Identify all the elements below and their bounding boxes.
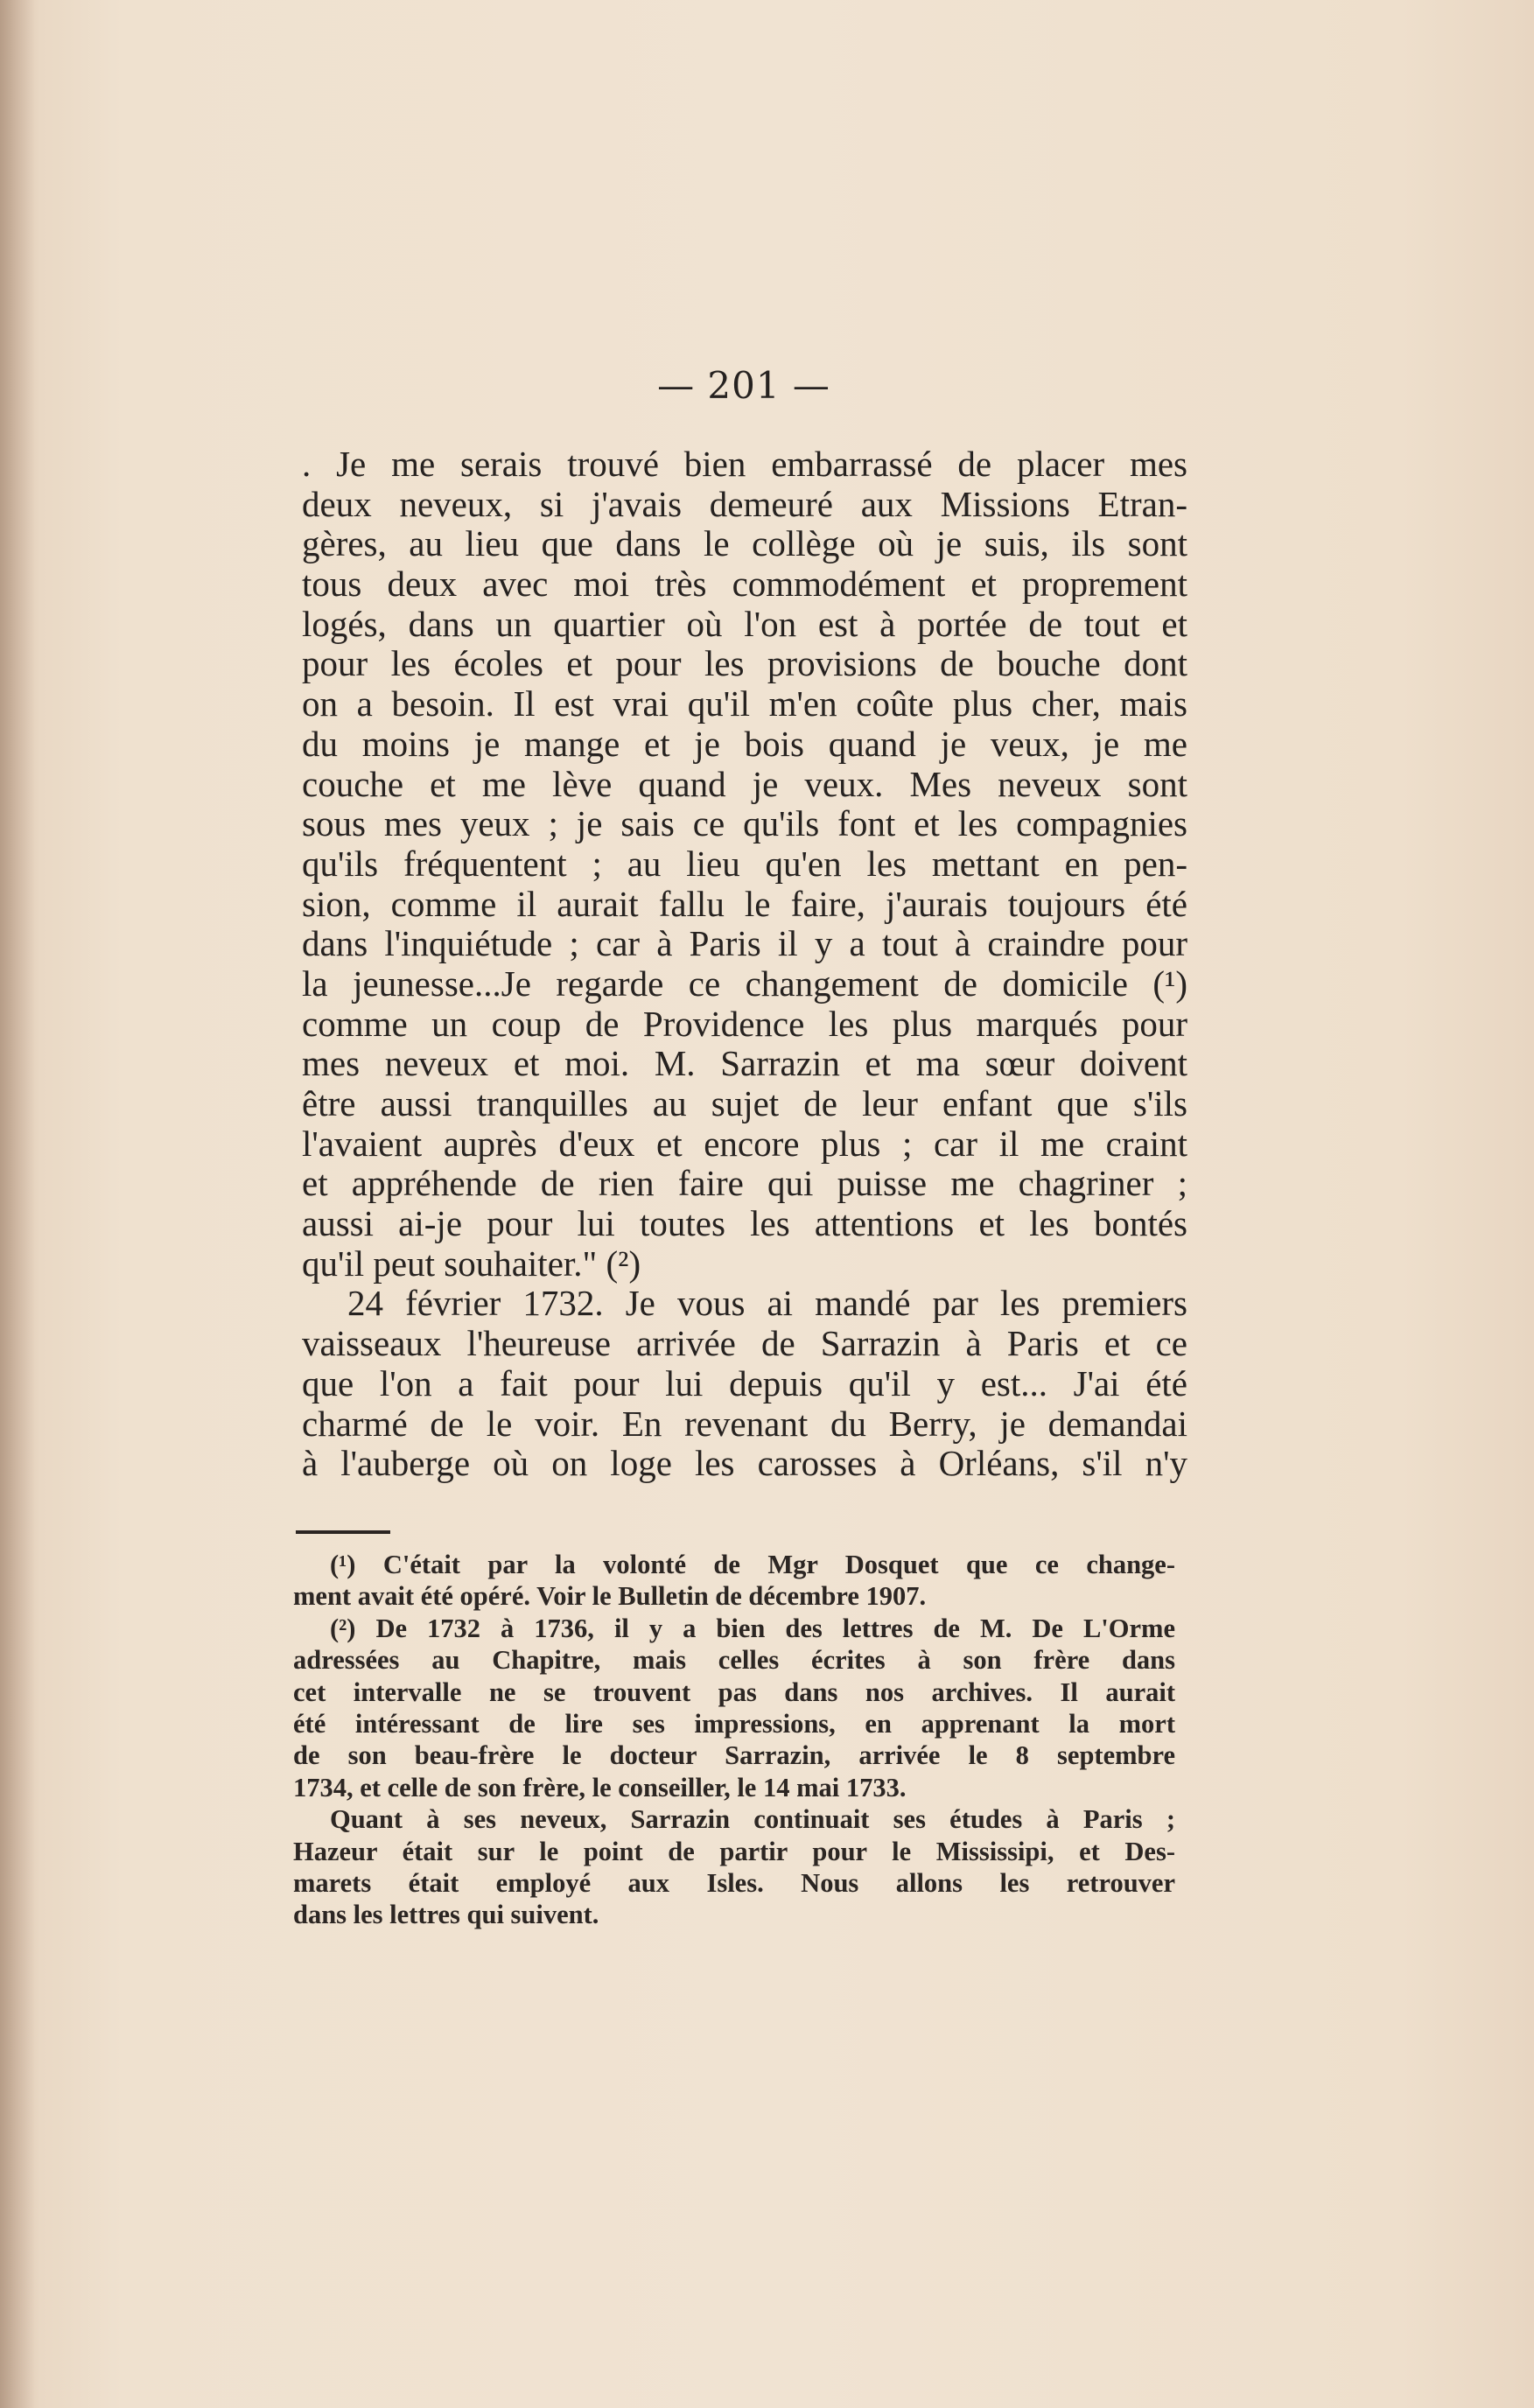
body-line: vaisseaux l'heureuse arrivée de Sarrazin à Paris et ce bbox=[302, 1323, 1187, 1364]
footnote-line: adressées au Chapitre, mais celles écrites à son frère dans bbox=[293, 1645, 1175, 1676]
body-line: charmé de le voir. En revenant du Berry, je demandai bbox=[302, 1403, 1187, 1444]
body-line: deux neveux, si j'avais demeuré aux Missions Etran- bbox=[302, 483, 1187, 524]
footnote-line: été intéressant de lire ses impressions, en apprenant la mort bbox=[293, 1708, 1175, 1739]
body-line: logés, dans un quartier où l'on est à portée de tout et bbox=[302, 603, 1187, 644]
body-line: 24 février 1732. Je vous ai mandé par les premiers bbox=[347, 1283, 1187, 1324]
body-line: mes neveux et moi. M. Sarrazin et ma sœur doivent bbox=[302, 1043, 1187, 1084]
body-line: tous deux avec moi très commodément et proprement bbox=[302, 564, 1187, 605]
body-line: on a besoin. Il est vrai qu'il m'en coûte plus cher, mais bbox=[302, 683, 1187, 724]
body-line: couche et me lève quand je veux. Mes neveux sont bbox=[302, 763, 1187, 804]
footnote-line: Hazeur était sur le point de partir pour le Mississipi, et Des- bbox=[293, 1836, 1175, 1866]
body-line: du moins je mange et je bois quand je veux, je me bbox=[302, 723, 1187, 764]
body-line: à l'auberge où on loge les carosses à Orléans, s'il n'y bbox=[302, 1443, 1187, 1484]
body-line: pour les écoles et pour les provisions de bouche dont bbox=[302, 643, 1187, 684]
body-line: aussi ai-je pour lui toutes les attentions et les bontés bbox=[302, 1203, 1187, 1244]
body-line: sion, comme il aurait fallu le faire, j'aurais toujours été bbox=[302, 883, 1187, 924]
footnote-line: (¹) C'était par la volonté de Mgr Dosquet que ce change- bbox=[330, 1550, 1175, 1579]
footnote-line: (²) De 1732 à 1736, il y a bien des lettres de M. De L'Orme bbox=[330, 1613, 1175, 1643]
footnote-line: ment avait été opéré. Voir le Bulletin de décembre 1907. bbox=[293, 1581, 927, 1612]
footnote-line: de son beau-frère le docteur Sarrazin, arrivée le 8 septembre bbox=[293, 1740, 1175, 1771]
footnote-line: Quant à ses neveux, Sarrazin continuait ses études à Paris ; bbox=[330, 1804, 1175, 1835]
footnote-line: dans les lettres qui suivent. bbox=[293, 1900, 599, 1930]
body-line: être aussi tranquilles au sujet de leur enfant que s'ils bbox=[302, 1083, 1187, 1124]
body-line: l'avaient auprès d'eux et encore plus ; car il me craint bbox=[302, 1123, 1187, 1164]
body-line: comme un coup de Providence les plus marqués pour bbox=[302, 1003, 1187, 1044]
body-line: qu'ils fréquentent ; au lieu qu'en les mettant en pen- bbox=[302, 843, 1187, 884]
body-line: gères, au lieu que dans le collège où je suis, ils sont bbox=[302, 523, 1187, 564]
body-line: sous mes yeux ; je sais ce qu'ils font et les compagnies bbox=[302, 803, 1187, 844]
footnotes bbox=[293, 1549, 1175, 1931]
footnote-line: 1734, et celle de son frère, le conseiller, le 14 mai 1733. bbox=[293, 1772, 907, 1802]
body-line: et appréhende de rien faire qui puisse me chagriner ; bbox=[302, 1163, 1187, 1204]
gutter-shadow bbox=[0, 0, 35, 2408]
body-text bbox=[302, 444, 1187, 1484]
body-line: dans l'inquiétude ; car à Paris il y a tout à craindre pour bbox=[302, 923, 1187, 964]
footnote-rule bbox=[296, 1530, 390, 1534]
footnote-line: marets était employé aux Isles. Nous allons les retrouver bbox=[293, 1867, 1175, 1898]
footnote-line: cet intervalle ne se trouvent pas dans nos archives. Il aurait bbox=[293, 1676, 1175, 1707]
body-line: . Je me serais trouvé bien embarrassé de placer mes bbox=[302, 444, 1187, 484]
body-line: la jeunesse...Je regarde ce changement de domicile (¹) bbox=[302, 962, 1187, 1004]
body-line: que l'on a fait pour lui depuis qu'il y est... J'ai été bbox=[302, 1362, 1187, 1404]
page-number: — 201 — bbox=[657, 364, 830, 407]
body-line: qu'il peut souhaiter." (²) bbox=[302, 1242, 641, 1284]
